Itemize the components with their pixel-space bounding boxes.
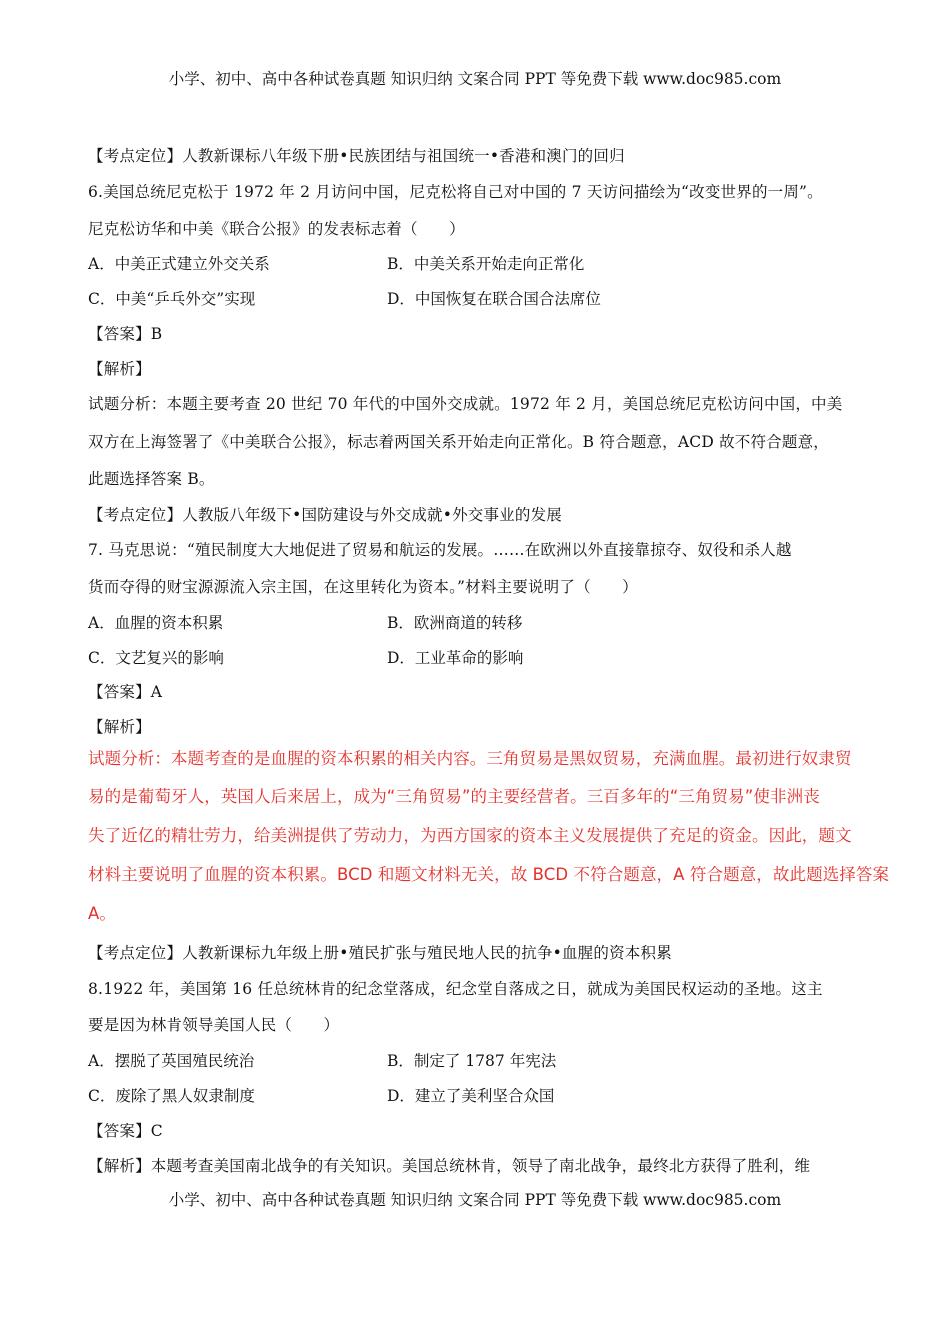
q7-option-a: A．血腥的资本积累 <box>88 614 224 632</box>
q6-option-b: B．中美关系开始走向正常化 <box>387 255 585 273</box>
q7-analysis-line-1: 试题分析：本题考查的是血腥的资本积累的相关内容。三角贸易是黑奴贸易，充满血腥。最初进行奴隶贸 <box>88 749 852 768</box>
q6-point: 【考点定位】人教版八年级下•国防建设与外交成就•外交事业的发展 <box>88 506 562 524</box>
q6-stem-line-1: 6.美国总统尼克松于 1972 年 2 月访问中国，尼克松将自己对中国的 7 天访问描绘为“改变世界的一周”。 <box>88 183 823 201</box>
q6-stem-line-2: 尼克松访华和中美《联合公报》的发表标志着（ ） <box>88 220 465 238</box>
q7-point: 【考点定位】人教新课标九年级上册•殖民扩张与殖民地人民的抗争•血腥的资本积累 <box>88 944 672 962</box>
q8-stem-line-1: 8.1922 年，美国第 16 任总统林肯的纪念堂落成，纪念堂自落成之日，就成为美国民权运动的圣地。这主 <box>88 980 823 998</box>
q6-option-c: C．中美“乒乓外交”实现 <box>88 290 256 308</box>
q6-answer: 【答案】B <box>88 325 163 343</box>
q7-analysis-line-5: A。 <box>88 904 116 923</box>
q6-analysis-label: 【解析】 <box>88 360 151 378</box>
q7-stem-line-1: 7. 马克思说：“殖民制度大大地促进了贸易和航运的发展。……在欧洲以外直接靠掠夺、奴役和杀人越 <box>88 541 792 559</box>
q7-analysis-line-3: 失了近亿的精壮劳力，给美洲提供了劳动力，为西方国家的资本主义发展提供了充足的资金。因此，题文 <box>88 826 852 845</box>
q8-analysis: 【解析】本题考查美国南北战争的有关知识。美国总统林肯，领导了南北战争，最终北方获得了胜利，维 <box>88 1157 811 1175</box>
q6-option-a: A．中美正式建立外交关系 <box>88 255 270 273</box>
q7-analysis-line-4: 材料主要说明了血腥的资本积累。BCD 和题文材料无关，故 BCD 不符合题意，A 符合题意，故此题选择答案 <box>88 865 890 884</box>
q7-analysis-label: 【解析】 <box>88 718 151 736</box>
q5-point: 【考点定位】人教新课标八年级下册•民族团结与祖国统一•香港和澳门的回归 <box>88 147 625 165</box>
q8-stem-line-2: 要是因为林肯领导美国人民（ ） <box>88 1016 340 1034</box>
q7-answer: 【答案】A <box>88 683 163 701</box>
page-header: 小学、初中、高中各种试卷真题 知识归纳 文案合同 PPT 等免费下载 www.doc985.com <box>168 70 782 88</box>
q7-option-c: C．文艺复兴的影响 <box>88 649 224 667</box>
q6-analysis-line-2: 双方在上海签署了《中美联合公报》，标志着两国关系开始走向正常化。B 符合题意，ACD 故不符合题意， <box>88 433 829 451</box>
q8-option-d: D．建立了美利坚合众国 <box>387 1087 555 1105</box>
q8-option-a: A．摆脱了英国殖民统治 <box>88 1052 255 1070</box>
page-footer: 小学、初中、高中各种试卷真题 知识归纳 文案合同 PPT 等免费下载 www.doc985.com <box>168 1191 782 1209</box>
q8-option-b: B．制定了 1787 年宪法 <box>387 1052 557 1070</box>
q7-option-b: B．欧洲商道的转移 <box>387 614 523 632</box>
q7-analysis-line-2: 易的是葡萄牙人，英国人后来居上，成为“三角贸易”的主要经营者。三百多年的“三角贸易”使非洲丧 <box>88 787 820 806</box>
q6-analysis-line-3: 此题选择答案 B。 <box>88 470 215 488</box>
q6-option-d: D．中国恢复在联合国合法席位 <box>387 290 601 308</box>
q8-option-c: C．废除了黑人奴隶制度 <box>88 1087 255 1105</box>
q7-stem-line-2: 货而夺得的财宝源源流入宗主国，在这里转化为资本。”材料主要说明了（ ） <box>88 578 638 596</box>
q6-analysis-line-1: 试题分析：本题主要考查 20 世纪 70 年代的中国外交成就。1972 年 2 月，美国总统尼克松访问中国，中美 <box>88 395 843 413</box>
q8-answer: 【答案】C <box>88 1122 163 1140</box>
q7-option-d: D．工业革命的影响 <box>387 649 524 667</box>
